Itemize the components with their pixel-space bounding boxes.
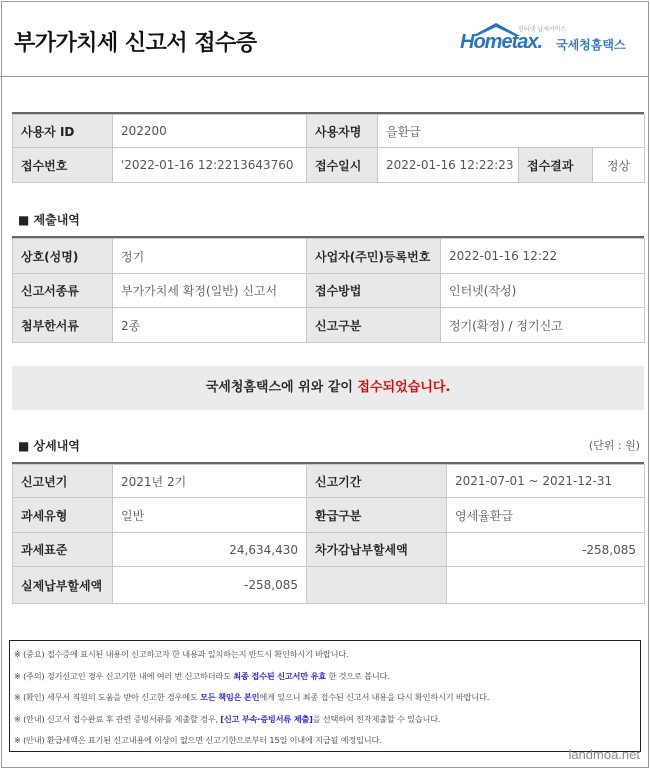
table-row bbox=[13, 533, 645, 567]
notice-line: ※ (주의) 정기신고인 경우 신고기한 내에 여러 번 신고하더라도 최종 접수된 신고서만 유효 한 것으로 봅니다. bbox=[14, 670, 390, 681]
net-payable-tax-value: -258,085 bbox=[447, 533, 645, 567]
table-row bbox=[13, 148, 645, 183]
receipt-datetime-label: 접수일시 bbox=[307, 148, 378, 183]
receipt-confirmation-banner bbox=[12, 366, 644, 410]
page-title: 부가가치세 신고서 접수증 bbox=[14, 31, 257, 56]
submission-heading: ■ 제출내역 bbox=[18, 213, 80, 227]
submission-table bbox=[12, 238, 645, 343]
notice-line: ※ (안내) 신고서 접수완료 후 관련 증빙서류를 제출할 경우, [신고 부속·증빙서류 제출]을 선택하여 전자제출할 수 있습니다. bbox=[14, 713, 441, 724]
logo-brand: Hometax. bbox=[460, 31, 543, 53]
receipt-result-value: 정상 bbox=[593, 148, 645, 183]
empty-label-cell bbox=[307, 567, 447, 604]
table-row bbox=[13, 567, 645, 604]
table-row bbox=[13, 274, 645, 308]
site-watermark: landmoa.net bbox=[568, 747, 640, 762]
table-row bbox=[13, 115, 645, 148]
table-row bbox=[13, 465, 645, 498]
tax-period-label: 신고년기 bbox=[13, 465, 113, 498]
business-name-label: 상호(성명) bbox=[13, 239, 113, 274]
banner-text: 국세청홈택스에 위와 같이 bbox=[205, 380, 358, 395]
header-divider bbox=[0, 76, 648, 77]
report-type-label: 신고서종류 bbox=[13, 274, 113, 308]
notice-line: ※ (안내) 환급세액은 표기된 신고내용에 이상이 없으면 신고기한으로부터 15일 이내에 지급될 예정입니다. bbox=[14, 735, 382, 745]
registration-number-label: 사업자(주민)등록번호 bbox=[307, 239, 441, 274]
table-row bbox=[13, 498, 645, 533]
actual-payable-tax-label: 실제납부할세액 bbox=[13, 567, 113, 604]
receipt-result-label: 접수결과 bbox=[519, 148, 593, 183]
logo-tagline: 인터넷 납세서비스 bbox=[518, 26, 567, 33]
receipt-datetime-value: 2022-01-16 12:22:23 bbox=[378, 148, 519, 183]
receipt-method-value: 인터넷(작성) bbox=[441, 274, 645, 308]
registration-number-value: 2022-01-16 12:22 bbox=[441, 239, 645, 274]
user-name-value: 을환급 bbox=[378, 115, 645, 148]
receipt-method-label: 접수방법 bbox=[307, 274, 441, 308]
report-period-value: 2021-07-01 ~ 2021-12-31 bbox=[447, 465, 645, 498]
notice-line: ※ (중요) 접수증에 표시된 내용이 신고하고자 한 내용과 일치하는지 반드시 확인하시기 바랍니다. bbox=[14, 649, 349, 659]
unit-label: (단위 : 원) bbox=[588, 439, 640, 452]
empty-value-cell bbox=[447, 567, 645, 604]
table-row bbox=[13, 239, 645, 274]
notice-line: ※ (확인) 세무서 직원의 도움을 받아 신고한 경우에도 모든 책임은 본인에게 있으니 최종 접수된 신고서 내용을 다시 확인하시기 바랍니다. bbox=[14, 692, 490, 702]
receipt-number-value: '2022-01-16 12:2213643760 bbox=[113, 148, 307, 183]
hometax-logo[interactable] bbox=[458, 18, 638, 56]
taxation-type-label: 과세유형 bbox=[13, 498, 113, 533]
refund-type-value: 영세율환급 bbox=[447, 498, 645, 533]
report-category-label: 신고구분 bbox=[307, 308, 441, 343]
logo-agency: 국세청홈택스 bbox=[556, 38, 626, 52]
report-category-value: 정기(확정) / 정기신고 bbox=[441, 308, 645, 343]
attachments-value: 2종 bbox=[113, 308, 307, 343]
detail-heading: ■ 상세내역 bbox=[18, 439, 80, 453]
attachments-label: 첨부한서류 bbox=[13, 308, 113, 343]
tax-period-value: 2021년 2기 bbox=[113, 465, 307, 498]
detail-table bbox=[12, 464, 645, 604]
user-name-label: 사용자명 bbox=[307, 115, 378, 148]
taxation-type-value: 일반 bbox=[113, 498, 307, 533]
user-id-value: 202200 bbox=[113, 115, 307, 148]
report-period-label: 신고기간 bbox=[307, 465, 447, 498]
table-row bbox=[13, 308, 645, 343]
user-id-label: 사용자 ID bbox=[13, 115, 113, 148]
notice-box bbox=[9, 640, 641, 752]
user-info-table bbox=[12, 114, 645, 183]
actual-payable-tax-value: -258,085 bbox=[113, 567, 307, 604]
receipt-number-label: 접수번호 bbox=[13, 148, 113, 183]
tax-base-value: 24,634,430 bbox=[113, 533, 307, 567]
tax-base-label: 과세표준 bbox=[13, 533, 113, 567]
banner-highlight: 접수되었습니다. bbox=[357, 380, 451, 395]
refund-type-label: 환급구분 bbox=[307, 498, 447, 533]
net-payable-tax-label: 차가감납부할세액 bbox=[307, 533, 447, 567]
report-type-value: 부가가치세 확정(일반) 신고서 bbox=[113, 274, 307, 308]
business-name-value: 정기 bbox=[113, 239, 307, 274]
